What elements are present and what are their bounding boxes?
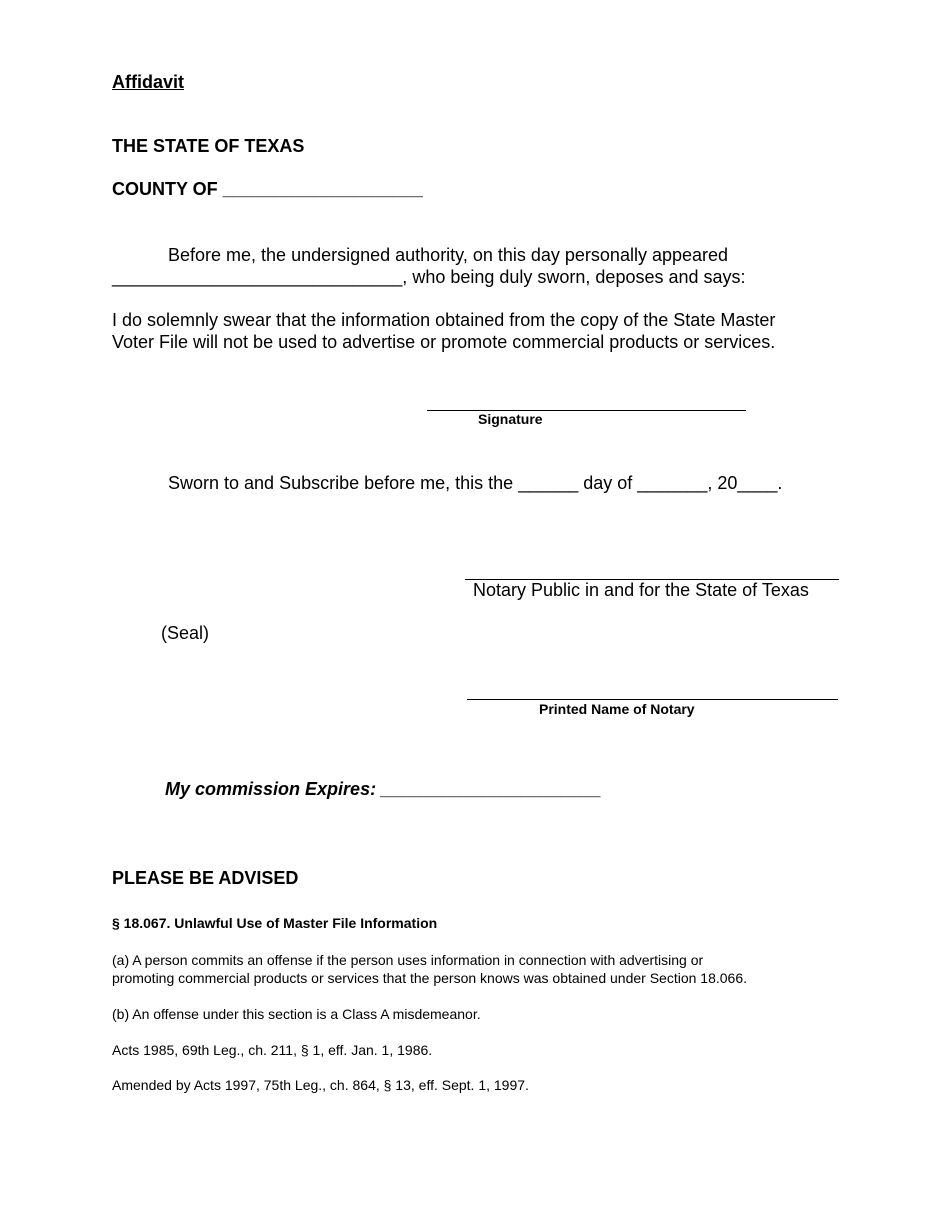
notary-label: Notary Public in and for the State of Texas (473, 580, 809, 600)
acts-1997: Amended by Acts 1997, 75th Leg., ch. 864, § 13, eff. Sept. 1, 1997. (112, 1077, 529, 1093)
commission-expires: My commission Expires: ______________________ (165, 779, 602, 799)
document-title: Affidavit (112, 72, 184, 92)
oath-text-line-1: I do solemnly swear that the information obtained from the copy of the State Master (112, 310, 776, 330)
clause-a-line-2: promoting commercial products or services that the person knows was obtained under Section 18.066. (112, 970, 748, 986)
clause-b: (b) An offense under this section is a Class A misdemeanor. (112, 1006, 481, 1022)
county-heading: COUNTY OF ____________________ (112, 179, 423, 199)
sworn-statement: Sworn to and Subscribe before me, this the ______ day of _______, 20____. (168, 473, 783, 493)
printed-name-label: Printed Name of Notary (539, 701, 695, 717)
notary-signature-line (465, 561, 839, 580)
state-heading: THE STATE OF TEXAS (112, 136, 305, 156)
printed-name-line (467, 681, 838, 700)
signature-label: Signature (478, 411, 543, 427)
seal-label: (Seal) (161, 623, 210, 643)
appearance-text-line-2: _____________________________, who being duly sworn, deposes and says: (112, 267, 746, 287)
advisory-heading: PLEASE BE ADVISED (112, 868, 299, 888)
acts-1985: Acts 1985, 69th Leg., ch. 211, § 1, eff. Jan. 1, 1986. (112, 1042, 433, 1058)
clause-a-line-1: (a) A person commits an offense if the person uses information in connection with advertising or (112, 952, 704, 968)
appearance-text-line-1: Before me, the undersigned authority, on this day personally appeared (168, 245, 729, 265)
signature-line (427, 392, 746, 411)
oath-text-line-2: Voter File will not be used to advertise or promote commercial products or services. (112, 332, 776, 352)
section-title: § 18.067. Unlawful Use of Master File Information (112, 915, 438, 931)
